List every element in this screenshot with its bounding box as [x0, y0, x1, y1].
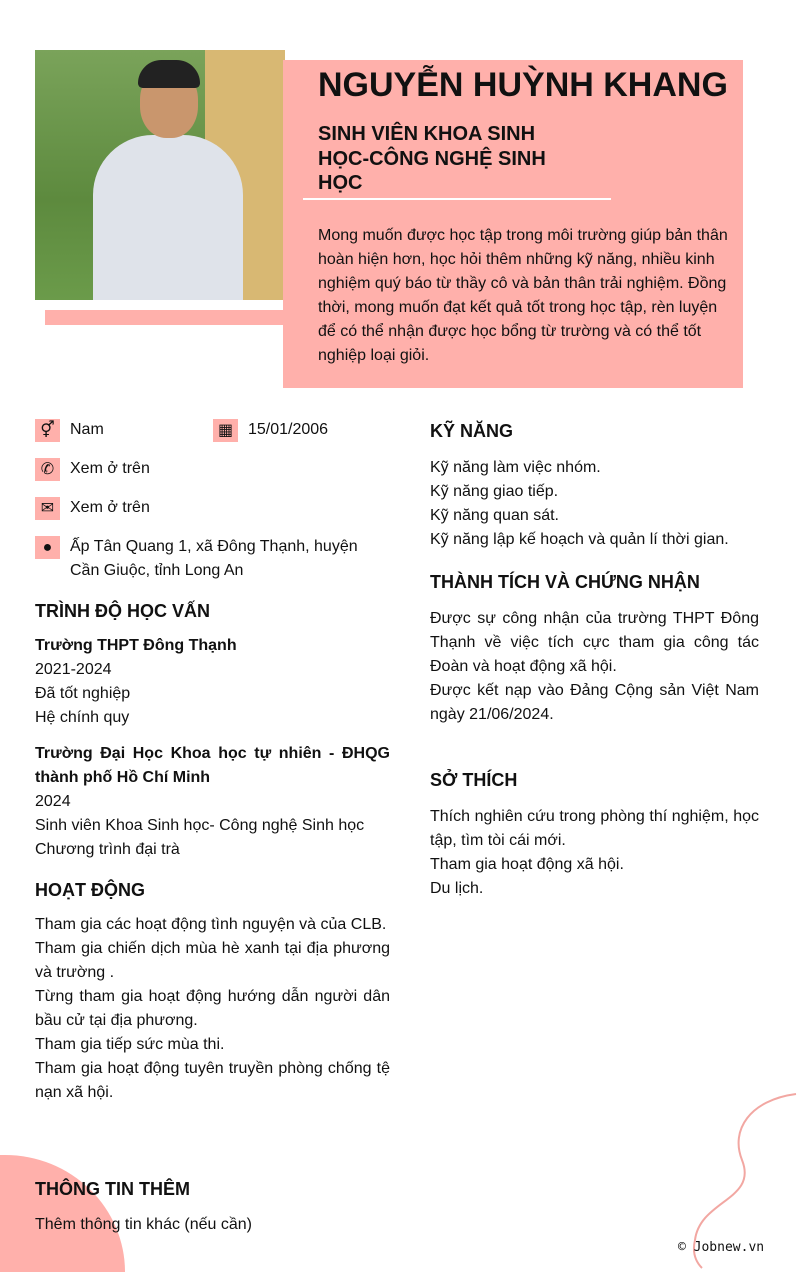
phone-icon: ✆ [35, 458, 60, 481]
skill-item: Kỹ năng lập kế hoạch và quản lí thời gian. [430, 531, 729, 548]
activity-item: Tham gia hoạt động tuyên truyền phòng chống tệ nạn xã hội. [35, 1060, 390, 1101]
awards-list [430, 607, 759, 727]
skill-item: Kỹ năng làm việc nhóm. [430, 459, 601, 476]
activity-item: Tham gia chiến dịch mùa hè xanh tại địa phương và trường . [35, 940, 390, 981]
divider [303, 198, 611, 200]
school-years: 2024 [35, 793, 71, 810]
skill-item: Kỹ năng quan sát. [430, 507, 559, 524]
email-value: Xem ở trên [70, 499, 150, 516]
calendar-icon: ▦ [213, 419, 238, 442]
education-heading: TRÌNH ĐỘ HỌC VẤN [35, 601, 210, 621]
address-row [35, 535, 375, 583]
dob-row [213, 418, 328, 442]
activities-heading: HOẠT ĐỘNG [35, 880, 145, 900]
activity-item: Từng tham gia hoạt động hướng dẫn người dân bầu cử tại địa phương. [35, 988, 390, 1029]
skill-item: Kỹ năng giao tiếp. [430, 483, 559, 500]
location-pin-icon: ● [35, 536, 60, 559]
school-detail: Sinh viên Khoa Sinh học- Công nghệ Sinh học [35, 817, 365, 834]
activities-list [35, 913, 390, 1105]
activity-item: Tham gia các hoạt động tình nguyện và của CLB. [35, 916, 387, 933]
hobbies-heading: SỞ THÍCH [430, 770, 518, 790]
career-objective: Mong muốn được học tập trong môi trường giúp bản thân hoàn hiện hơn, học hỏi thêm những kỹ năng, nhiều kinh nghiệm quý báo từ thầy cô và bản thân trải nghiệm. Đồng thời, mong muốn đạt kết quả tốt trong học tập, rèn luyện để có thể nhận được học bổng từ trường và có thể tốt nghiệp loại giỏi. [318, 227, 728, 364]
school-detail: Chương trình đại trà [35, 841, 180, 858]
phone-row [35, 457, 150, 481]
school-name: Trường Đại Học Khoa học tự nhiên - ĐHQG thành phố Hồ Chí Minh [35, 745, 390, 786]
school-years: 2021-2024 [35, 661, 112, 678]
gender-value: Nam [70, 421, 104, 438]
photo-accent-bar [45, 310, 283, 325]
skills-list [430, 456, 759, 552]
profile-photo [35, 50, 285, 300]
extra-info-text: Thêm thông tin khác (nếu cần) [35, 1216, 253, 1233]
skills-heading: KỸ NĂNG [430, 421, 514, 441]
job-title: SINH VIÊN KHOA SINH HỌC-CÔNG NGHỆ SINH HỌC [318, 123, 546, 194]
school-detail: Đã tốt nghiệp [35, 685, 131, 702]
hobbies-list [430, 805, 759, 901]
dob-value: 15/01/2006 [248, 421, 329, 438]
award-item: Được kết nạp vào Đảng Cộng sản Việt Nam ngày 21/06/2024. [430, 682, 759, 723]
activity-item: Tham gia tiếp sức mùa thi. [35, 1036, 225, 1053]
awards-heading: THÀNH TÍCH VÀ CHỨNG NHẬN [430, 572, 700, 592]
candidate-name: NGUYỄN HUỲNH KHANG [318, 66, 728, 104]
education-item [35, 742, 390, 862]
footer-credit[interactable]: © Jobnew.vn [678, 1240, 765, 1255]
school-name: Trường THPT Đông Thạnh [35, 637, 237, 654]
school-detail: Hệ chính quy [35, 709, 130, 726]
award-item: Được sự công nhận của trường THPT Đông Thạnh về việc tích cực tham gia công tác Đoàn và hoạt động xã hội. [430, 610, 759, 675]
hobby-item: Thích nghiên cứu trong phòng thí nghiệm, học tập, tìm tòi cái mới. [430, 808, 759, 849]
email-icon: ✉ [35, 497, 60, 520]
address-value: Ấp Tân Quang 1, xã Đông Thạnh, huyện Cần Giuộc, tỉnh Long An [70, 538, 358, 579]
phone-value: Xem ở trên [70, 460, 150, 477]
email-row [35, 496, 150, 520]
education-item [35, 634, 390, 730]
hobby-item: Tham gia hoạt động xã hội. [430, 856, 624, 873]
gender-icon: ⚥ [35, 419, 60, 442]
extra-info-heading: THÔNG TIN THÊM [35, 1179, 190, 1199]
hobby-item: Du lịch. [430, 880, 484, 897]
gender-row [35, 418, 104, 442]
